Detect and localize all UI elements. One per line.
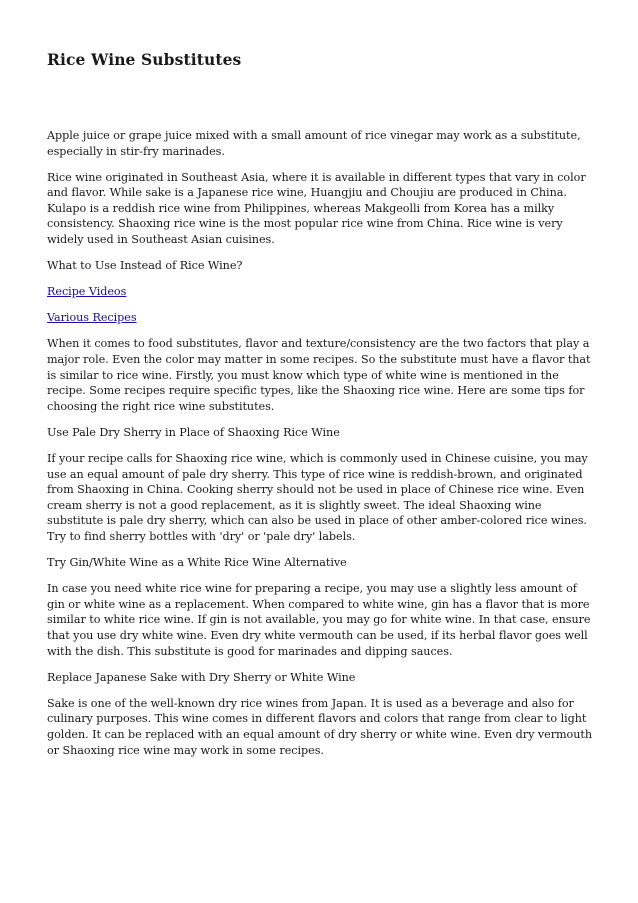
paragraph-shaoxing-sherry: If your recipe calls for Shaoxing rice wine, which is commonly used in Chinese cuisine, you may use an equal amount of pale dry sherry. This type of rice wine is reddish-brown, and originated from Shaoxing in China. Cooking sherry should not be used in place of Chinese rice wine. Even cream sherry is not a good replacement, as it is slightly sweet. The ideal Shaoxing wine substitute is pale dry sherry, which can also be used in place of other amber-colored rice wines. Try to find sherry bottles with 'dry' or 'pale dry' labels. bbox=[47, 452, 588, 543]
paragraph-sake: Sake is one of the well-known dry rice wines from Japan. It is used as a beverage and also for culinary purposes. This wine comes in different flavors and colors that range from clear to light golden. It can be replaced with an equal amount of dry sherry or white wine. Even dry vermouth or Shaoxing rice wine may work in some recipes. bbox=[47, 696, 592, 757]
various-recipes-link[interactable]: Various Recipes bbox=[47, 311, 137, 325]
document-body bbox=[47, 128, 593, 769]
page-title: Rice Wine Substitutes bbox=[47, 50, 242, 69]
paragraph-gin-white-wine: In case you need white rice wine for preparing a recipe, you may use a slightly less amount of gin or white wine as a replacement. When compared to white wine, gin has a flavor that is more similar to white rice wine. If gin is not available, you may go for white wine. In that case, ensure that you use dry white wine. Even dry white vermouth can be used, if its herbal flavor goes well with the dish. This substitute is good for marinades and dipping sauces. bbox=[47, 582, 591, 658]
link-paragraph-recipe-videos bbox=[47, 284, 593, 300]
recipe-videos-link[interactable]: Recipe Videos bbox=[47, 285, 127, 299]
paragraph-juice-substitute: Apple juice or grape juice mixed with a small amount of rice vinegar may work as a substitute, especially in stir-fry marinades. bbox=[47, 129, 581, 158]
link-paragraph-various-recipes bbox=[47, 310, 593, 326]
heading-gin-white-wine: Try Gin/White Wine as a White Rice Wine Alternative bbox=[47, 556, 347, 570]
heading-pale-dry-sherry: Use Pale Dry Sherry in Place of Shaoxing Rice Wine bbox=[47, 425, 340, 439]
paragraph-substitute-factors: When it comes to food substitutes, flavor and texture/consistency are the two factors that play a major role. Even the color may matter in some recipes. So the substitute must have a flavor that is similar to rice wine. Firstly, you must know which type of white wine is mentioned in the recipe. Some recipes require specific types, like the Shaoxing rice wine. Here are some tips for choosing the right rice wine substitutes. bbox=[47, 337, 591, 413]
heading-japanese-sake: Replace Japanese Sake with Dry Sherry or White Wine bbox=[47, 670, 356, 684]
question-heading: What to Use Instead of Rice Wine? bbox=[47, 259, 243, 273]
paragraph-rice-wine-origin: Rice wine originated in Southeast Asia, where it is available in different types that vary in color and flavor. While sake is a Japanese rice wine, Huangjiu and Choujiu are produced in China. Kulapo is a reddish rice wine from Philippines, whereas Makgeolli from Korea has a milky consistency. Shaoxing rice wine is the most popular rice wine from China. Rice wine is very widely used in Southeast Asian cuisines. bbox=[47, 170, 586, 247]
